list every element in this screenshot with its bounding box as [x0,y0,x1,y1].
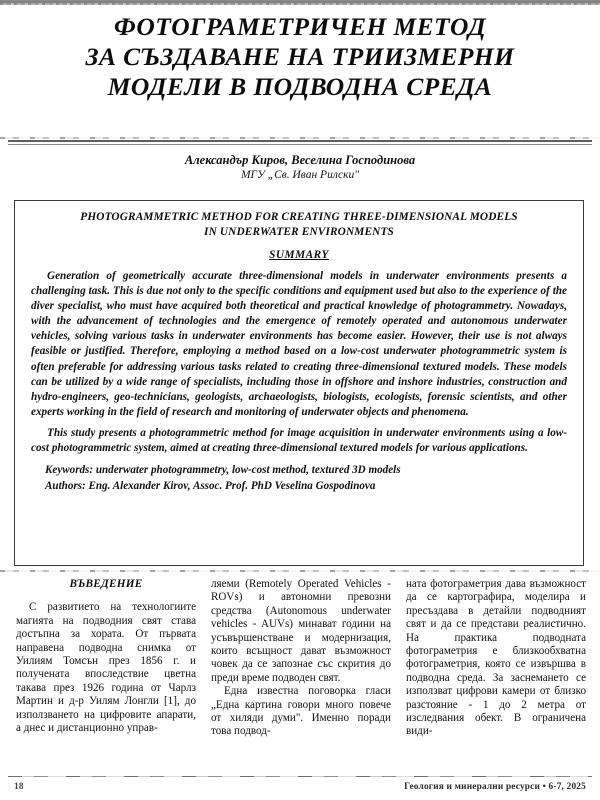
page-title [18,12,582,102]
english-title-line-2: IN UNDERWATER ENVIRONMENTS [204,226,394,238]
scan-noise-band-top [0,3,600,5]
body-paragraph-middle-2: Една известна поговорка гласи „Една картина говори много повече от хиляди думи". Именно поради това подвод- [211,685,391,738]
summary-heading: SUMMARY [269,249,329,261]
body-paragraph-left: С развитието на технологиите магията на подводния свят става достъпна за хората. От първата направена подводна снимка от Уилиям Томсън през 1856 г. и получената впоследствие цветна такава през 1926 година от Чарлз Мартин и д-р Уилям Лонгли [1], до използването на цифровите апарати, а днес и дистанционно управ- [16,601,196,735]
divider-above-authors [8,140,592,142]
abstract-box [14,200,584,566]
author-names: Александър Киров, Веселина Господинова [184,153,416,167]
divider-above-authors-secondary [8,144,592,145]
title-line-1: ФОТОГРАМЕТРИЧЕН МЕТОД [114,12,486,41]
abstract-paragraph-2: This study presents a photogrammetric method for image acquisition in underwater environments using a low-cost photogrammetric system, aimed at creating three-dimensional textured models for various applications. [31,426,567,455]
scan-noise-band-mid [0,570,600,572]
body-column-left [16,578,196,773]
title-line-2: ЗА СЪЗДАВАНЕ НА ТРИИЗМЕРНИ [85,42,515,71]
author-block [30,152,570,183]
keywords-line: Keywords: underwater photogrammetry, low-cost method, textured 3D models [45,464,401,477]
journal-info: Геология и минерални ресурси • 6-7, 2025 [404,782,586,792]
body-paragraph-right: ната фотограметрия дава възможност да се картографира, моделира и пресъздава в детайли подводният свят и да се представи реалистично. На практика подводната фотограметрия е близкообхватна фотограметрия, която се извършва в подводна среда. За заснемането се използват цифрови камери от близко разстояние - 1 до 2 метра от изследвания обект. В ограничена види- [406,578,586,738]
footer-divider [8,776,592,777]
body-column-right [406,578,586,773]
page-footer [14,782,586,792]
abstract-paragraph-1: Generation of geometrically accurate three-dimensional models in underwater environments presents a challenging task. This is due not only to the specific conditions and equipment used but also to the experience of the diver specialist, who must have acquired both theoretical and practical knowledge of photogrammetry. Nowadays, with the advancement of technologies and the emergence of remotely operated and autonomous underwater vehicles, solving various tasks in underwater environments has become easier. However, their use is not always feasible or justified. Therefore, employing a method based on a low-cost underwater photogrammetric system is often preferable for addressing various tasks related to creating three-dimensional textured models. These models can be utilized by a wide range of specialists, including those in offshore and inshore industries, construction and hydro-engineers, geo-technicians, geologists, archaeologists, biologists, ecologists, forensic scientists, and other experts working in the field of research and monitoring of underwater objects and phenomena. [31,270,567,418]
body-paragraph-middle-1: ляеми (Remotely Operated Vehicles - ROVs) и автономни превозни средства (Autonomous underwater vehicles - AUVs) минават години на усъвършенстване и модернизация, които всъщност дават възможност човек да се запознае със скрития до преди време подводен свят. [211,578,391,684]
abstract-authors-line: Authors: Eng. Alexander Kirov, Assoc. Prof. PhD Veselina Gospodinova [45,480,376,493]
author-affiliation: МГУ „Св. Иван Рилски" [240,169,360,181]
section-heading-introduction: ВЪВЕДЕНИЕ [69,578,143,590]
body-column-middle [211,578,391,773]
scan-noise-band-authors [0,137,600,139]
title-line-3: МОДЕЛИ В ПОДВОДНА СРЕДА [107,72,493,101]
page-number: 18 [14,782,24,792]
body-columns [16,578,586,773]
english-title-line-1: PHOTOGRAMMETRIC METHOD FOR CREATING THREE-DIMENSIONAL MODELS [80,211,518,223]
